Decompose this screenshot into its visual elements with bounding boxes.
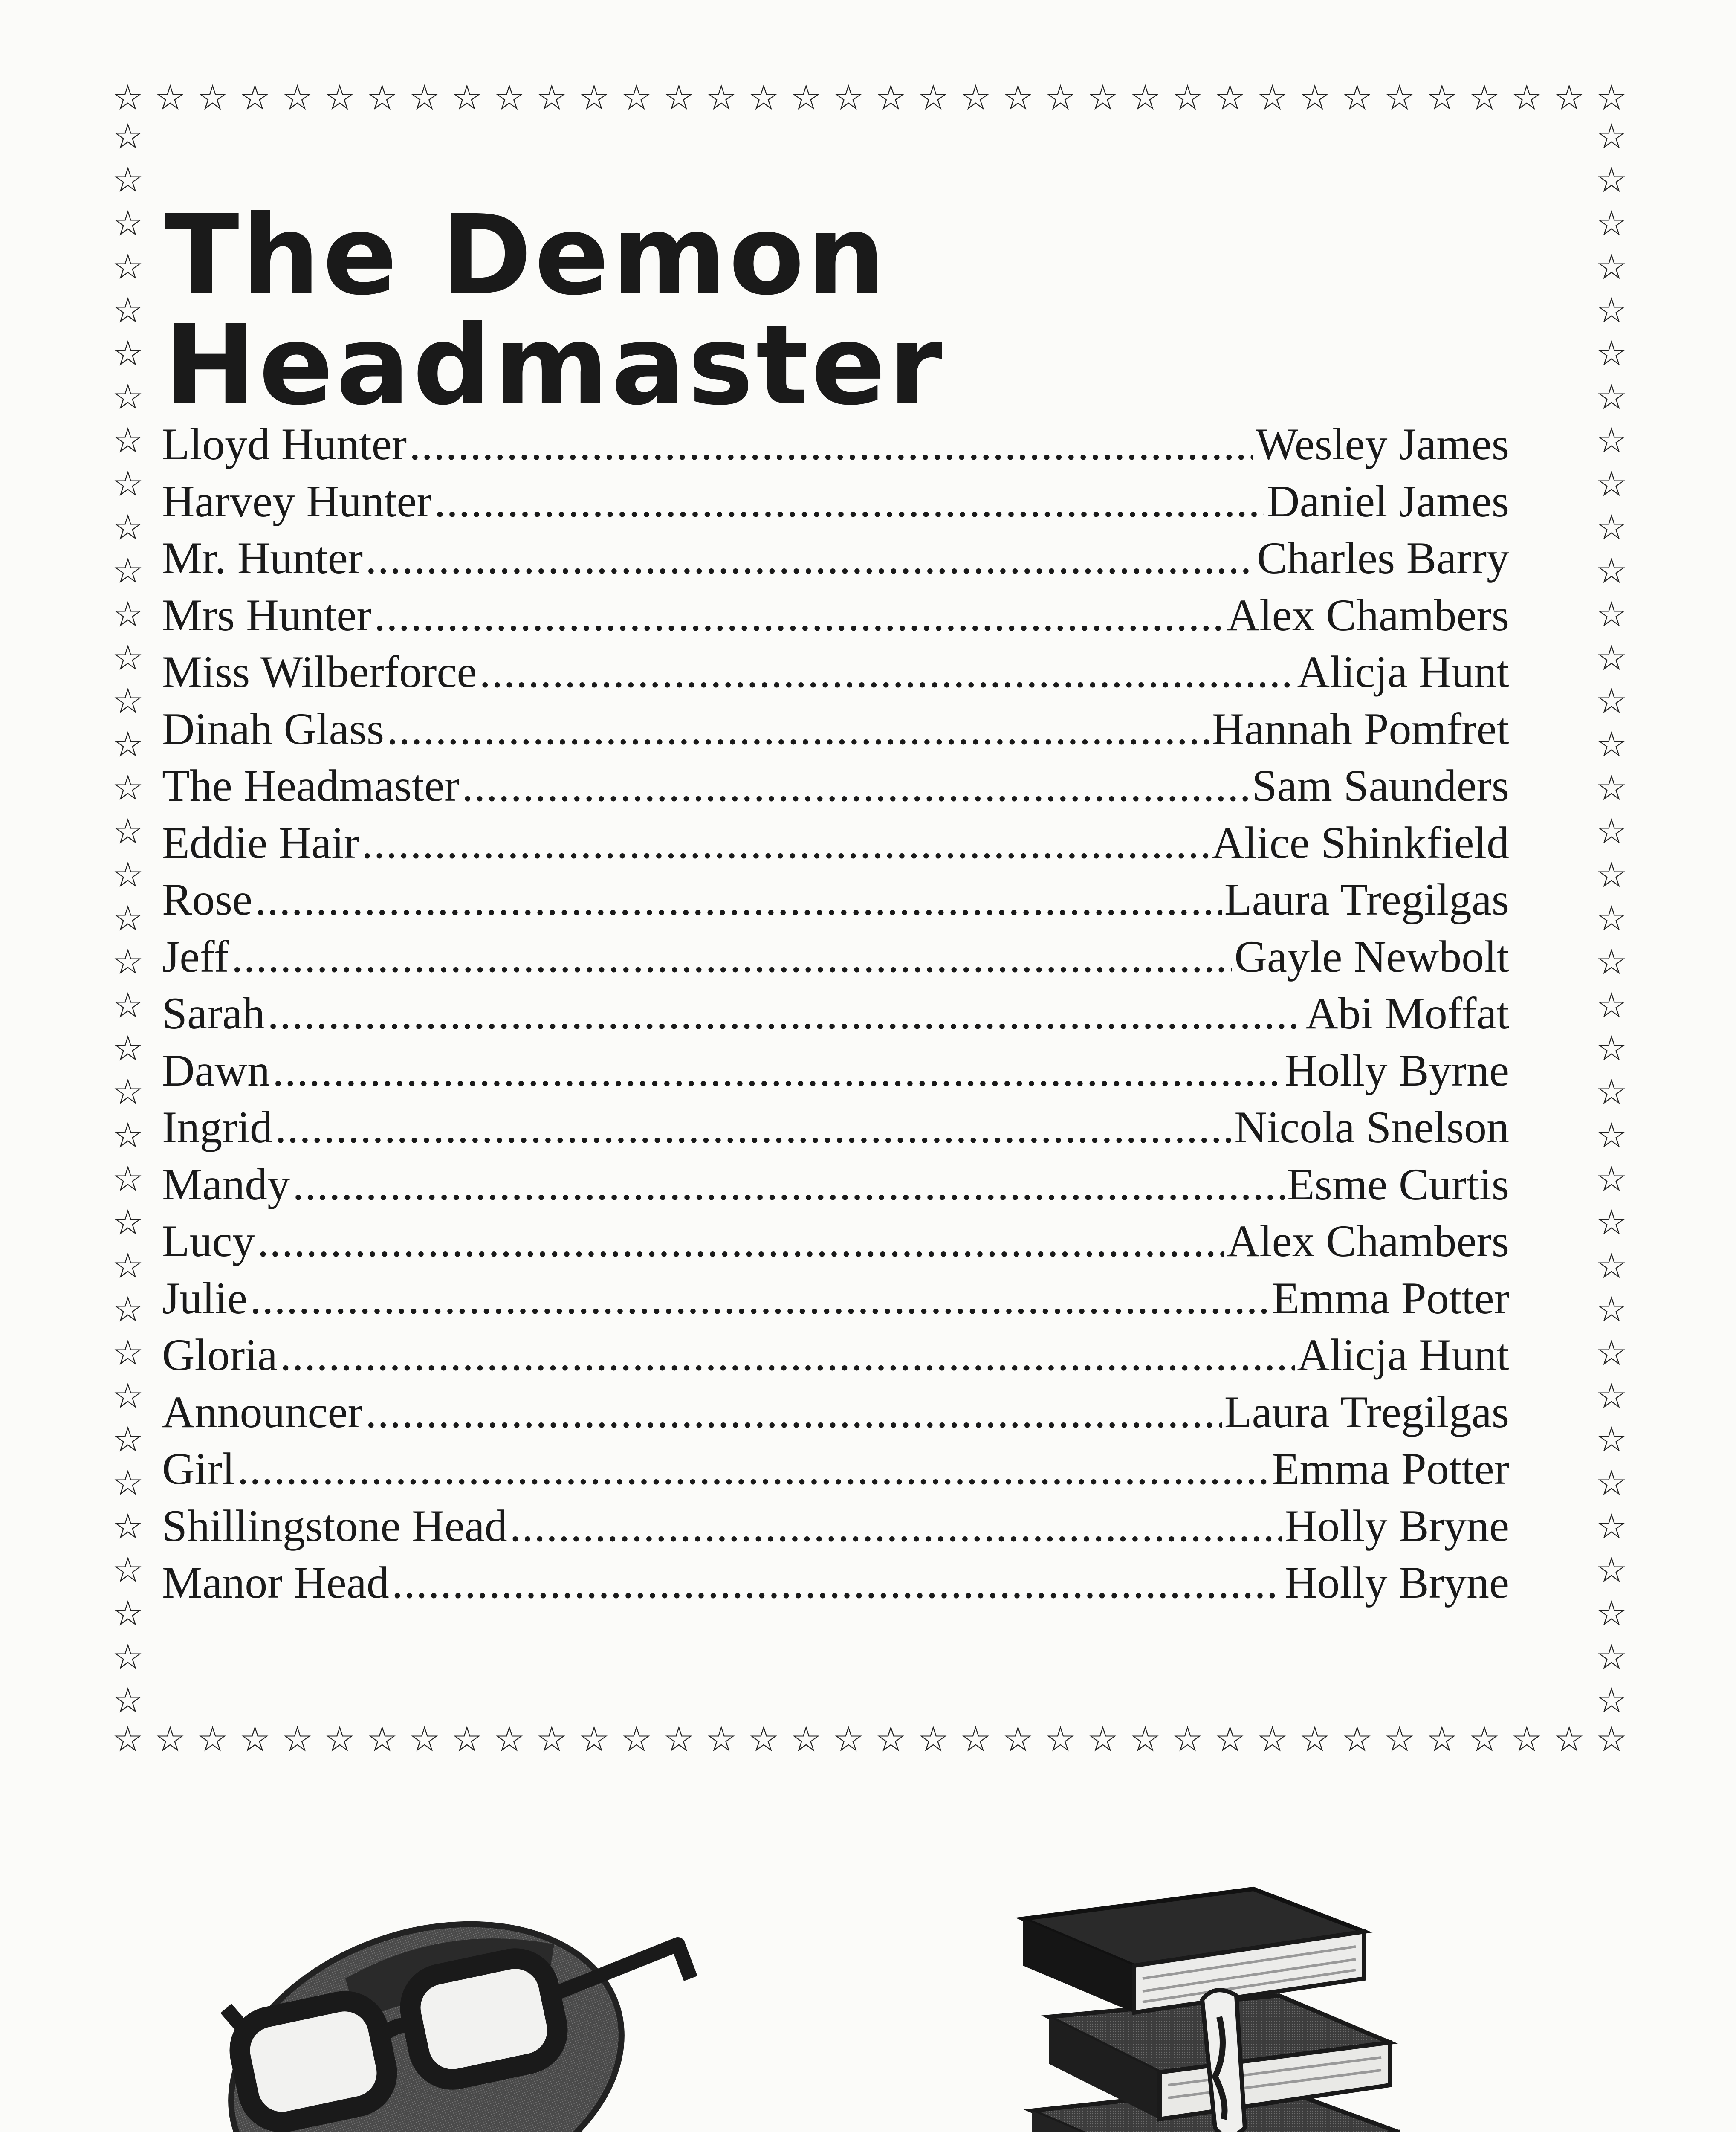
star-outline-icon: ☆ xyxy=(1596,811,1627,852)
star-outline-icon: ☆ xyxy=(1087,78,1119,118)
star-outline-icon: ☆ xyxy=(451,78,483,118)
actor-name: Alice Shinkfield xyxy=(1212,817,1509,868)
star-outline-icon: ☆ xyxy=(197,78,229,118)
dot-leader xyxy=(365,530,1254,587)
dot-leader xyxy=(258,1213,1224,1270)
star-outline-icon: ☆ xyxy=(1596,724,1627,765)
star-outline-icon: ☆ xyxy=(1596,1593,1627,1634)
star-outline-icon: ☆ xyxy=(1596,985,1627,1026)
actor-name: Alex Chambers xyxy=(1227,590,1509,640)
cast-row xyxy=(162,643,1509,701)
star-outline-icon: ☆ xyxy=(112,1550,144,1590)
star-outline-icon: ☆ xyxy=(621,1719,652,1760)
star-outline-icon: ☆ xyxy=(748,1719,780,1760)
cast-row xyxy=(162,1384,1509,1441)
star-outline-icon: ☆ xyxy=(748,78,780,118)
star-outline-icon: ☆ xyxy=(281,78,313,118)
star-outline-icon: ☆ xyxy=(875,78,907,118)
star-outline-icon: ☆ xyxy=(1426,1719,1458,1760)
dot-leader xyxy=(280,1327,1295,1384)
book-stack-icon xyxy=(1015,1872,1424,2132)
actor-name: Esme Curtis xyxy=(1287,1159,1509,1209)
star-outline-icon: ☆ xyxy=(1596,1332,1627,1373)
actor-name: Sam Saunders xyxy=(1252,761,1509,811)
cast-list xyxy=(162,416,1509,1611)
actor-name: Laura Tregilgas xyxy=(1224,875,1509,924)
cast-row xyxy=(162,701,1509,758)
star-outline-icon: ☆ xyxy=(1596,377,1627,418)
star-outline-icon: ☆ xyxy=(1596,594,1627,635)
star-outline-icon: ☆ xyxy=(112,1637,144,1677)
star-outline-icon: ☆ xyxy=(1044,78,1076,118)
role-name: Eddie Hair xyxy=(162,817,359,868)
star-outline-icon: ☆ xyxy=(112,811,144,852)
star-outline-icon: ☆ xyxy=(112,855,144,895)
star-outline-icon: ☆ xyxy=(790,1719,822,1760)
star-outline-icon: ☆ xyxy=(1596,941,1627,982)
star-outline-icon: ☆ xyxy=(112,1289,144,1330)
dot-leader xyxy=(292,1156,1285,1213)
star-outline-icon: ☆ xyxy=(112,985,144,1026)
star-outline-icon: ☆ xyxy=(663,1719,695,1760)
star-outline-icon: ☆ xyxy=(493,78,525,118)
role-name: Miss Wilberforce xyxy=(162,647,477,697)
actor-name: Gayle Newbolt xyxy=(1234,931,1509,982)
star-outline-icon: ☆ xyxy=(112,1246,144,1286)
role-name: Announcer xyxy=(162,1387,363,1437)
dot-leader xyxy=(272,1042,1282,1099)
star-outline-icon: ☆ xyxy=(493,1719,525,1760)
star-outline-icon: ☆ xyxy=(154,1719,186,1760)
star-outline-icon: ☆ xyxy=(112,594,144,635)
cast-row xyxy=(162,416,1509,473)
role-name: Mrs Hunter xyxy=(162,590,372,640)
dot-leader xyxy=(255,871,1222,928)
star-outline-icon: ☆ xyxy=(409,1719,440,1760)
star-outline-icon: ☆ xyxy=(621,78,652,118)
star-outline-icon: ☆ xyxy=(1596,78,1627,118)
star-outline-icon: ☆ xyxy=(706,1719,737,1760)
star-outline-icon: ☆ xyxy=(197,1719,229,1760)
actor-name: Laura Tregilgas xyxy=(1224,1387,1509,1437)
star-outline-icon: ☆ xyxy=(1596,1376,1627,1417)
glasses-icon xyxy=(205,1868,716,2132)
star-outline-icon: ☆ xyxy=(112,768,144,809)
star-outline-icon: ☆ xyxy=(706,78,737,118)
actor-name: Alex Chambers xyxy=(1227,1216,1509,1266)
star-outline-icon: ☆ xyxy=(578,78,610,118)
role-name: Shillingstone Head xyxy=(162,1501,507,1551)
star-outline-icon: ☆ xyxy=(1596,290,1627,331)
star-outline-icon: ☆ xyxy=(1341,78,1373,118)
star-outline-icon: ☆ xyxy=(1087,1719,1119,1760)
dot-leader xyxy=(480,643,1295,701)
role-name: Harvey Hunter xyxy=(162,476,432,526)
dot-leader xyxy=(434,473,1264,530)
star-outline-icon: ☆ xyxy=(875,1719,907,1760)
star-outline-icon: ☆ xyxy=(1468,78,1500,118)
star-outline-icon: ☆ xyxy=(366,1719,398,1760)
star-outline-icon: ☆ xyxy=(536,78,567,118)
role-name: Sarah xyxy=(162,988,265,1038)
actor-name: Alicja Hunt xyxy=(1297,1330,1509,1380)
star-outline-icon: ☆ xyxy=(112,507,144,548)
role-name: Ingrid xyxy=(162,1102,273,1152)
star-outline-icon: ☆ xyxy=(1044,1719,1076,1760)
star-outline-icon: ☆ xyxy=(154,78,186,118)
dot-leader xyxy=(510,1498,1282,1555)
star-outline-icon: ☆ xyxy=(1511,78,1542,118)
dot-leader xyxy=(250,1270,1269,1327)
star-outline-icon: ☆ xyxy=(1596,637,1627,678)
star-outline-icon: ☆ xyxy=(112,1159,144,1199)
star-outline-icon: ☆ xyxy=(1596,1115,1627,1156)
star-outline-icon: ☆ xyxy=(112,898,144,939)
star-outline-icon: ☆ xyxy=(112,1332,144,1373)
star-border-right xyxy=(1590,116,1633,1721)
star-outline-icon: ☆ xyxy=(1596,1289,1627,1330)
star-outline-icon: ☆ xyxy=(112,420,144,461)
star-outline-icon: ☆ xyxy=(1172,1719,1204,1760)
star-outline-icon: ☆ xyxy=(409,78,440,118)
star-outline-icon: ☆ xyxy=(1596,116,1627,157)
actor-name: Emma Potter xyxy=(1272,1444,1509,1494)
star-outline-icon: ☆ xyxy=(112,1376,144,1417)
dot-leader xyxy=(275,1099,1232,1156)
star-outline-icon: ☆ xyxy=(324,78,356,118)
dot-leader xyxy=(392,1554,1282,1611)
star-outline-icon: ☆ xyxy=(1299,78,1331,118)
star-outline-icon: ☆ xyxy=(1341,1719,1373,1760)
star-outline-icon: ☆ xyxy=(917,1719,949,1760)
star-outline-icon: ☆ xyxy=(112,1719,144,1760)
star-outline-icon: ☆ xyxy=(536,1719,567,1760)
star-outline-icon: ☆ xyxy=(960,1719,992,1760)
star-outline-icon: ☆ xyxy=(366,78,398,118)
cast-row xyxy=(162,985,1509,1042)
cast-row xyxy=(162,1042,1509,1099)
star-outline-icon: ☆ xyxy=(1596,1072,1627,1113)
star-outline-icon: ☆ xyxy=(1596,1680,1627,1721)
star-outline-icon: ☆ xyxy=(1426,78,1458,118)
role-name: Rose xyxy=(162,875,252,924)
star-outline-icon: ☆ xyxy=(451,1719,483,1760)
star-outline-icon: ☆ xyxy=(239,1719,271,1760)
dot-leader xyxy=(237,1440,1270,1498)
cast-row xyxy=(162,1270,1509,1327)
star-outline-icon: ☆ xyxy=(112,159,144,200)
star-outline-icon: ☆ xyxy=(1256,1719,1288,1760)
cast-row xyxy=(162,1327,1509,1384)
star-outline-icon: ☆ xyxy=(1384,78,1415,118)
star-outline-icon: ☆ xyxy=(112,333,144,374)
role-name: Gloria xyxy=(162,1330,278,1380)
role-name: Dinah Glass xyxy=(162,704,385,754)
dot-leader xyxy=(409,416,1253,473)
star-outline-icon: ☆ xyxy=(324,1719,356,1760)
star-outline-icon: ☆ xyxy=(1468,1719,1500,1760)
star-outline-icon: ☆ xyxy=(112,78,144,118)
dot-leader xyxy=(362,814,1209,872)
star-outline-icon: ☆ xyxy=(112,1680,144,1721)
star-outline-icon: ☆ xyxy=(1596,681,1627,722)
star-outline-icon: ☆ xyxy=(1553,1719,1585,1760)
star-outline-icon: ☆ xyxy=(112,1115,144,1156)
star-outline-icon: ☆ xyxy=(1596,203,1627,244)
star-outline-icon: ☆ xyxy=(112,246,144,287)
cast-row xyxy=(162,1554,1509,1611)
star-outline-icon: ☆ xyxy=(112,1506,144,1547)
star-outline-icon: ☆ xyxy=(960,78,992,118)
star-outline-icon: ☆ xyxy=(663,78,695,118)
actor-name: Hannah Pomfret xyxy=(1212,704,1509,754)
cast-row xyxy=(162,1099,1509,1156)
star-outline-icon: ☆ xyxy=(1596,1159,1627,1199)
star-outline-icon: ☆ xyxy=(112,203,144,244)
star-outline-icon: ☆ xyxy=(112,116,144,157)
role-name: The Headmaster xyxy=(162,761,460,811)
cast-row xyxy=(162,1440,1509,1498)
star-outline-icon: ☆ xyxy=(833,78,864,118)
actor-name: Charles Barry xyxy=(1257,533,1509,583)
star-outline-icon: ☆ xyxy=(112,681,144,722)
star-outline-icon: ☆ xyxy=(1002,1719,1034,1760)
star-outline-icon: ☆ xyxy=(1596,159,1627,200)
cast-row xyxy=(162,1156,1509,1213)
star-outline-icon: ☆ xyxy=(239,78,271,118)
dot-leader xyxy=(462,757,1250,814)
cast-row xyxy=(162,473,1509,530)
role-name: Lloyd Hunter xyxy=(162,419,407,469)
star-outline-icon: ☆ xyxy=(1596,898,1627,939)
star-outline-icon: ☆ xyxy=(790,78,822,118)
star-outline-icon: ☆ xyxy=(1596,1550,1627,1590)
cast-row xyxy=(162,757,1509,814)
actor-name: Alicja Hunt xyxy=(1297,647,1509,697)
star-outline-icon: ☆ xyxy=(112,1419,144,1460)
dot-leader xyxy=(365,1384,1222,1441)
star-outline-icon: ☆ xyxy=(1596,1202,1627,1243)
star-border-bottom xyxy=(107,1718,1633,1761)
role-name: Mr. Hunter xyxy=(162,533,363,583)
role-name: Girl xyxy=(162,1444,235,1494)
star-outline-icon: ☆ xyxy=(1596,1028,1627,1069)
dot-leader xyxy=(374,587,1224,644)
star-outline-icon: ☆ xyxy=(578,1719,610,1760)
actor-name: Holly Bryne xyxy=(1285,1558,1509,1608)
actor-name: Holly Byrne xyxy=(1285,1045,1509,1095)
role-name: Mandy xyxy=(162,1159,290,1209)
actor-name: Wesley James xyxy=(1256,419,1509,469)
page-title: The Demon Headmaster xyxy=(164,191,945,429)
star-outline-icon: ☆ xyxy=(1256,78,1288,118)
dot-leader xyxy=(231,928,1232,985)
star-outline-icon: ☆ xyxy=(1129,78,1161,118)
actor-name: Holly Bryne xyxy=(1285,1501,1509,1551)
star-outline-icon: ☆ xyxy=(112,1593,144,1634)
star-outline-icon: ☆ xyxy=(1214,1719,1246,1760)
star-outline-icon: ☆ xyxy=(112,637,144,678)
star-outline-icon: ☆ xyxy=(1596,1463,1627,1504)
cast-row xyxy=(162,928,1509,985)
role-name: Manor Head xyxy=(162,1558,389,1608)
star-outline-icon: ☆ xyxy=(1596,1506,1627,1547)
star-outline-icon: ☆ xyxy=(1553,78,1585,118)
star-outline-icon: ☆ xyxy=(112,464,144,504)
star-outline-icon: ☆ xyxy=(1596,464,1627,504)
star-outline-icon: ☆ xyxy=(112,1202,144,1243)
cast-row xyxy=(162,1213,1509,1270)
star-outline-icon: ☆ xyxy=(1511,1719,1542,1760)
star-outline-icon: ☆ xyxy=(1299,1719,1331,1760)
star-outline-icon: ☆ xyxy=(1596,1637,1627,1677)
star-outline-icon: ☆ xyxy=(1214,78,1246,118)
dot-leader xyxy=(387,701,1209,758)
role-name: Jeff xyxy=(162,931,229,982)
star-outline-icon: ☆ xyxy=(112,290,144,331)
star-outline-icon: ☆ xyxy=(112,1072,144,1113)
actor-name: Nicola Snelson xyxy=(1234,1102,1509,1152)
cast-row xyxy=(162,587,1509,644)
star-outline-icon: ☆ xyxy=(1002,78,1034,118)
star-border-top xyxy=(107,77,1633,119)
star-outline-icon: ☆ xyxy=(1596,246,1627,287)
role-name: Julie xyxy=(162,1273,248,1323)
role-name: Dawn xyxy=(162,1045,270,1095)
role-name: Lucy xyxy=(162,1216,255,1266)
dot-leader xyxy=(267,985,1303,1042)
star-outline-icon: ☆ xyxy=(917,78,949,118)
star-outline-icon: ☆ xyxy=(1596,550,1627,591)
star-outline-icon: ☆ xyxy=(112,1463,144,1504)
actor-name: Emma Potter xyxy=(1272,1273,1509,1323)
star-outline-icon: ☆ xyxy=(833,1719,864,1760)
star-outline-icon: ☆ xyxy=(1596,507,1627,548)
star-outline-icon: ☆ xyxy=(112,724,144,765)
cast-row xyxy=(162,1498,1509,1555)
cast-row xyxy=(162,871,1509,928)
cast-row xyxy=(162,530,1509,587)
actor-name: Daniel James xyxy=(1267,476,1509,526)
star-outline-icon: ☆ xyxy=(281,1719,313,1760)
star-outline-icon: ☆ xyxy=(1596,420,1627,461)
star-outline-icon: ☆ xyxy=(1129,1719,1161,1760)
star-outline-icon: ☆ xyxy=(112,1028,144,1069)
star-outline-icon: ☆ xyxy=(112,377,144,418)
cast-row xyxy=(162,814,1509,872)
star-outline-icon: ☆ xyxy=(1596,1419,1627,1460)
star-outline-icon: ☆ xyxy=(112,550,144,591)
star-outline-icon: ☆ xyxy=(1596,855,1627,895)
star-outline-icon: ☆ xyxy=(1172,78,1204,118)
star-outline-icon: ☆ xyxy=(1384,1719,1415,1760)
star-outline-icon: ☆ xyxy=(1596,333,1627,374)
actor-name: Abi Moffat xyxy=(1305,988,1509,1038)
star-outline-icon: ☆ xyxy=(1596,1719,1627,1760)
star-outline-icon: ☆ xyxy=(1596,1246,1627,1286)
star-outline-icon: ☆ xyxy=(1596,768,1627,809)
star-outline-icon: ☆ xyxy=(112,941,144,982)
star-border-left xyxy=(107,116,149,1721)
